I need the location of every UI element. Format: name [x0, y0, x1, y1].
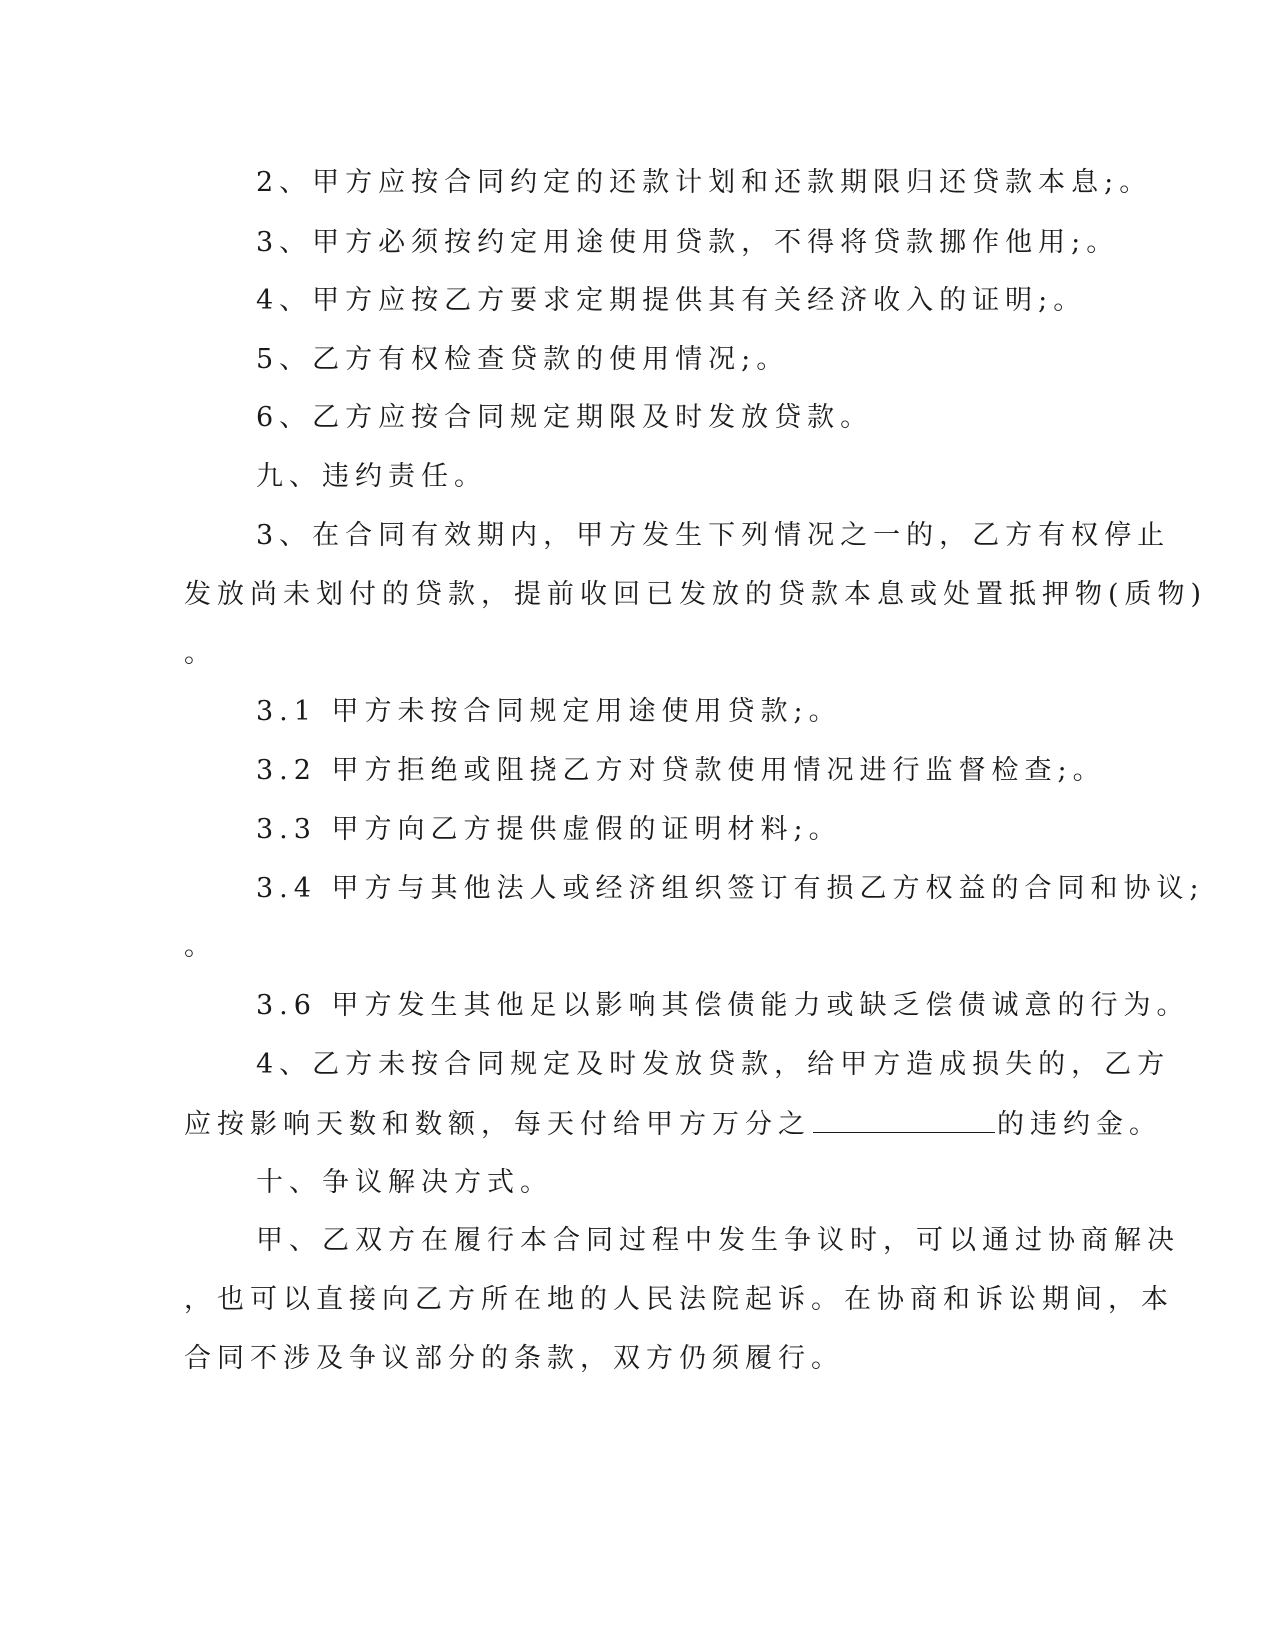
- section-heading-9: 九、违约责任。: [256, 461, 487, 492]
- section-heading-10: 十、争议解决方式。: [256, 1167, 553, 1198]
- breach-clause-4-line-1: 4、乙方未按合同规定及时发放贷款，给甲方造成损失的，乙方: [256, 1049, 1171, 1080]
- sub-clause-3-3: 3.3 甲方向乙方提供虚假的证明材料;。: [256, 814, 842, 845]
- clause-3: 3、甲方必须按约定用途使用贷款，不得将贷款挪作他用;。: [256, 227, 1120, 258]
- dispute-clause-line-3: 合同不涉及争议部分的条款，双方仍须履行。: [184, 1343, 844, 1374]
- clause-4: 4、甲方应按乙方要求定期提供其有关经济收入的证明;。: [256, 285, 1087, 316]
- breach-clause-3-line-1: 3、在合同有效期内，甲方发生下列情况之一的，乙方有权停止: [256, 520, 1171, 551]
- breach-clause-4-line-2: [184, 1106, 1162, 1143]
- breach-clause-3-line-2: 发放尚未划付的贷款，提前收回已发放的贷款本息或处置抵押物(质物): [184, 579, 1208, 610]
- sub-clause-3-4-line-1: 3.4 甲方与其他法人或经济组织签订有损乙方权益的合同和协议;: [256, 873, 1205, 904]
- clause-6: 6、乙方应按合同规定期限及时发放贷款。: [256, 402, 874, 433]
- penalty-rate-blank: [813, 1106, 995, 1133]
- penalty-rate-suffix: 的违约金。: [997, 1109, 1162, 1140]
- clause-5: 5、乙方有权检查贷款的使用情况;。: [256, 344, 790, 375]
- sub-clause-3-4-line-2: 。: [184, 931, 217, 962]
- sub-clause-3-2: 3.2 甲方拒绝或阻挠乙方对贷款使用情况进行监督检查;。: [256, 755, 1106, 786]
- breach-clause-3-line-3: 。: [184, 638, 217, 669]
- clause-2: 2、甲方应按合同约定的还款计划和还款期限归还贷款本息;。: [256, 167, 1153, 198]
- sub-clause-3-1: 3.1 甲方未按合同规定用途使用贷款;。: [256, 696, 842, 727]
- dispute-clause-line-1: 甲、乙双方在履行本合同过程中发生争议时，可以通过协商解决: [256, 1225, 1180, 1256]
- penalty-rate-prefix: 应按影响天数和数额，每天付给甲方万分之: [184, 1109, 811, 1140]
- dispute-clause-line-2: ，也可以直接向乙方所在地的人民法院起诉。在协商和诉讼期间，本: [184, 1284, 1174, 1315]
- sub-clause-3-6: 3.6 甲方发生其他足以影响其偿债能力或缺乏偿债诚意的行为。: [256, 990, 1190, 1021]
